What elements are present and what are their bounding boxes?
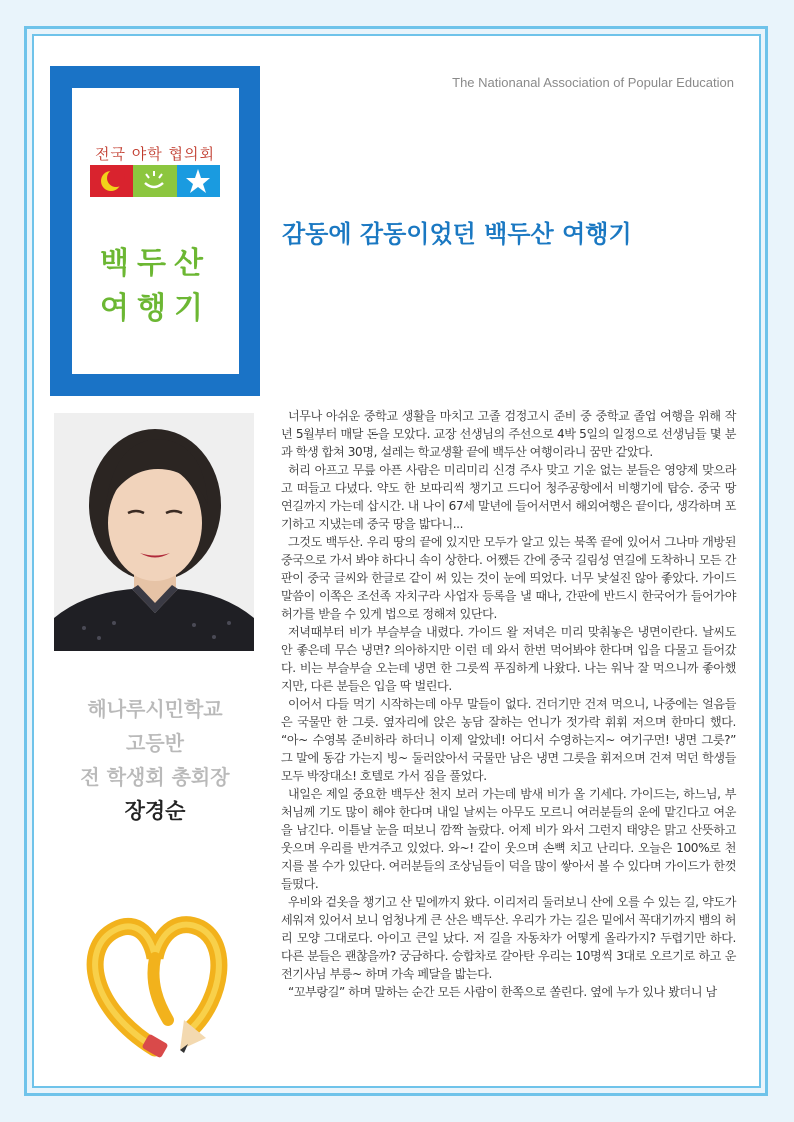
article-headline: 감동에 감동이었던 백두산 여행기 (282, 220, 632, 248)
sidebar-title-line2: 여행기 (100, 291, 211, 326)
author-photo (54, 413, 254, 651)
organization-name: The Nationanal Association of Popular Education (452, 75, 734, 90)
sidebar-title-line1: 백두산 (100, 246, 211, 281)
moon-icon (90, 165, 133, 197)
author-class: 고등반 (126, 731, 184, 755)
paragraph: 너무나 아쉬운 중학교 생활을 마치고 고졸 검정고시 준비 중 중학교 졸업 여행을 위해 작년 5월부터 매달 돈을 모았다. 교장 선생님의 주선으로 4박 5일의 일정으로 선생님들 몇 분과 학생 합쳐 30명, 설레는 학교생활 끝에 백두산 여행이라니 꿈만 같았다. (281, 409, 736, 459)
paragraph: 내일은 제일 중요한 백두산 천지 보러 가는데 밤새 비가 올 기세다. 가이드는, 하느님, 부처님께 기도 많이 해야 한다며 내일 날씨는 아무도 모르니 여러분들의 운에 맡긴다고 여운을 남긴다. 이튿날 눈을 떠보니 깜짝 놀랐다. 어제 비가 와서 그런지 태양은 맑고 산뜻하고 웃으며 우리를 반겨주고 있었다. 와~! 같이 웃으며 손뼉 치고 난리다. 오늘은 100%로 천지를 볼 수가 있단다. 여러분들의 조상님들이 덕을 많이 쌓아서 볼 수 있다며 가이드가 한껏 들떴다. (281, 787, 736, 891)
logo-text: 전국 야학 협의회 (95, 145, 215, 163)
paragraph: 우비와 겉옷을 챙기고 산 밑에까지 왔다. 이리저리 둘러보니 산에 오를 수 있는 길, 약도가 세워져 있어서 보니 엄청나게 큰 산은 백두산. 우리가 가는 길은 밑에서 꼭대기까지 뱀의 허리 모양 그대로다. 아이고 큰일 났다. 저 길을 자동차가 어떻게 올라가지? 두렵기만 하다. 다른 분들은 괜찮을까? 궁금하다. 승합차로 갈아탄 우리는 10명씩 3대로 오르기로 하고 운전기사님 부릉~ 하며 가속 페달을 밟는다. (281, 895, 736, 981)
logo (90, 165, 220, 197)
paragraph: 이어서 다들 먹기 시작하는데 아무 말들이 없다. 건더기만 건져 먹으니, 나중에는 얼음들은 국물만 한 그릇. 옆자리에 앉은 농담 잘하는 언니가 젓가락 휘휘 저으며 한마디 했다. “아~ 수영복 준비하라 하더니 이제 알았네! 어디서 수영하는지~ 여기구먼! 냉면 그릇?” 그 말에 동감 가는지 빙~ 둘러앉아서 국물만 남은 냉면 그릇을 휘저으며 건져 먹던 학생들 모두 박장대소! 호텔로 가서 짐을 풀었다. (281, 697, 736, 783)
star-icon (177, 165, 220, 197)
sun-icon (133, 165, 176, 197)
sidebar-title-inner (72, 88, 239, 374)
paragraph: 허리 아프고 무릎 아픈 사람은 미리미리 신경 주사 맞고 기운 없는 분들은 영양제 맞으라고 떠들고 다녔다. 약도 한 보따리씩 챙기고 드디어 청주공항에서 비행기에 탑승. 중국 땅 연길까지 가는데 삽시간. 내 나이 67세 말년에 들어서면서 해외여행은 끝이다, 생각하며 포기하고 지냈는데 중국 땅을 밟다니... (281, 463, 736, 531)
author-school: 해나루시민학교 (87, 697, 223, 721)
paragraph: 저녁때부터 비가 부슬부슬 내렸다. 가이드 왈 저녁은 미리 맞춰놓은 냉면이란다. 날씨도 안 좋은데 무슨 냉면? 의아하지만 이런 데 와서 한번 먹어봐야 한다며 입을 다물고 들어갔다. 비는 부슬부슬 오는데 냉면 한 그릇씩 푸짐하게 나왔다. 나는 워낙 잘 먹으니까 좋아했지만, 다른 분들은 입을 딱 벌린다. (281, 625, 736, 693)
paragraph: 그것도 백두산. 우리 땅의 끝에 있지만 모두가 알고 있는 북쪽 끝에 있어서 그나마 개방된 중국으로 가서 봐야 하다니 속이 상한다. 어쨌든 간에 중국 길림성 연길에 도착하니 모든 간판이 중국 글씨와 한글로 같이 써 있는 것이 눈에 띄었다. 너무 낯설진 않아 좋았다. 가이드 말씀이 이쪽은 조선족 자치구라 사업자 등록을 낼 때나, 간판에 반드시 한국어가 들어가야 허가를 받을 수 있게 법으로 정해져 있단다. (281, 535, 736, 621)
article-body (281, 407, 736, 1001)
author-role: 전 학생회 총회장 (80, 765, 230, 789)
pencil-heart-illustration (80, 908, 230, 1068)
author-name: 장경순 (124, 799, 186, 823)
paragraph: “꼬부랑길” 하며 말하는 순간 모든 사람이 한쪽으로 쏠린다. 옆에 누가 있나 봤더니 남 (288, 985, 717, 999)
